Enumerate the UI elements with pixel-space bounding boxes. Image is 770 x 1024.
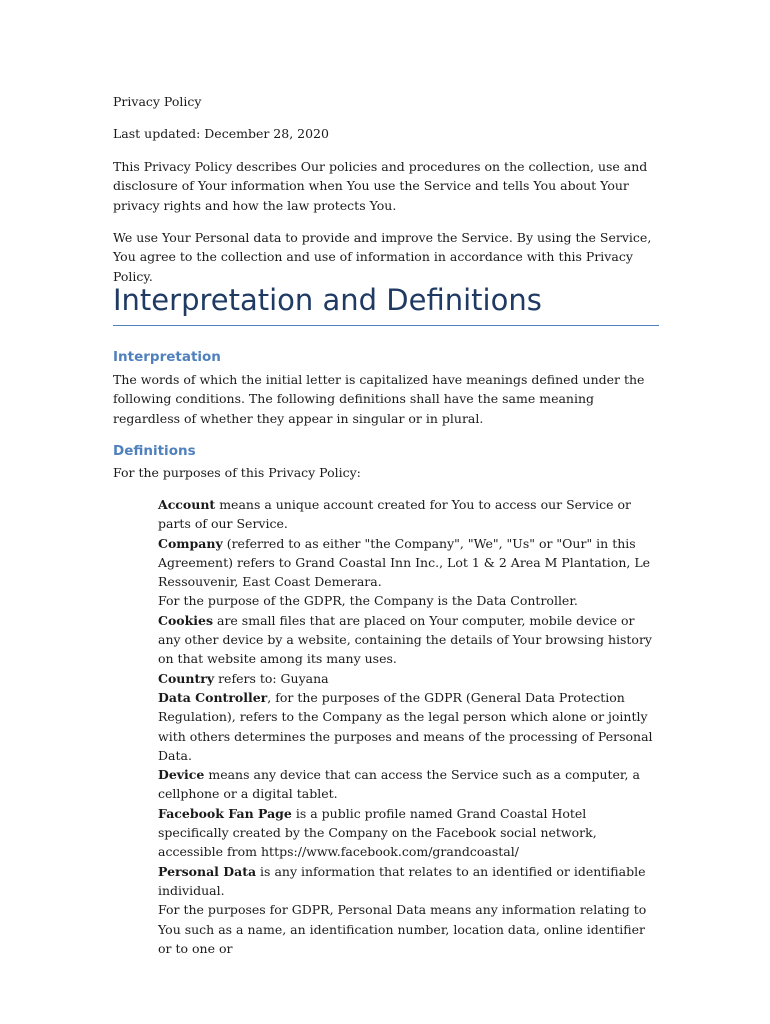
definition-item [158, 804, 658, 862]
definition-text: For the purposes for GDPR, Personal Data means any information relating to You such as a name, an identification number, location data, online identifier or to one or [158, 902, 647, 956]
definition-text: means a unique account created for You to access our Service or parts of our Service. [158, 497, 631, 532]
definition-term: Device [158, 767, 205, 783]
definition-item [158, 591, 658, 610]
definition-text: For the purpose of the GDPR, the Company is the Data Controller. [158, 593, 578, 609]
section-heading: Interpretation and Definitions [113, 283, 542, 317]
definition-text: , for the purposes of the GDPR (General Data Protection Regulation), refers to the Company as the legal person which alone or jointly with others determines the purposes and means of the processing of Personal Data. [158, 689, 653, 763]
definition-item [158, 862, 658, 901]
interpretation-heading: Interpretation [113, 349, 221, 365]
definition-text: means any device that can access the Service such as a computer, a cellphone or a digital tablet. [158, 767, 640, 802]
definition-item [158, 900, 658, 958]
definition-term: Country [158, 670, 215, 686]
definition-item [158, 669, 658, 688]
definition-term: Cookies [158, 612, 214, 628]
definition-term: Account [158, 497, 216, 512]
definition-term: Company [158, 535, 223, 551]
intro-paragraph: This Privacy Policy describes Our policies and procedures on the collection, use and disclosure of Your information when You use the Service and tells You about Your privacy rights and how the law protects You. [113, 159, 648, 213]
definition-text: is any information that relates to an identified or identifiable individual. [158, 863, 646, 898]
intro-paragraph: We use Your Personal data to provide and improve the Service. By using the Service, You agree to the collection and use of information in accordance with this Privacy Policy. [113, 230, 652, 284]
definition-term: Facebook Fan Page [158, 805, 292, 821]
definition-text: are small files that are placed on Your computer, mobile device or any other device by a website, containing the details of Your browsing history on that website among its many uses. [158, 612, 652, 667]
definition-term: Personal Data [158, 863, 257, 879]
definition-text: (referred to as either "the Company", "We", "Us" or "Our" in this Agreement) refers to Grand Coastal Inn Inc., Lot 1 & 2 Area M Plantation, Le Ressouvenir, East Coast Demerara. [158, 535, 651, 590]
definition-item [158, 688, 658, 765]
definition-term: Data Controller [158, 689, 268, 705]
definition-text: refers to: Guyana [214, 670, 329, 686]
definition-item [158, 765, 658, 804]
section-divider [113, 325, 659, 326]
definition-item [158, 611, 658, 669]
definitions-intro: For the purposes of this Privacy Policy: [113, 465, 361, 480]
definition-item [158, 534, 658, 592]
definition-text: is a public profile named Grand Coastal Hotel specifically created by the Company on the Facebook social network, accessible from https://www.facebook.com/grandcoastal/ [158, 805, 597, 860]
definitions-heading: Definitions [113, 443, 196, 459]
interpretation-paragraph: The words of which the initial letter is capitalized have meanings defined under the following conditions. The following definitions shall have the same meaning regardless of whether they appear in singular or in plural. [113, 372, 645, 426]
definitions-list [158, 495, 658, 958]
definition-item [158, 495, 658, 534]
last-updated-date: Last updated: December 28, 2020 [113, 126, 329, 141]
document-title: Privacy Policy [113, 94, 202, 109]
